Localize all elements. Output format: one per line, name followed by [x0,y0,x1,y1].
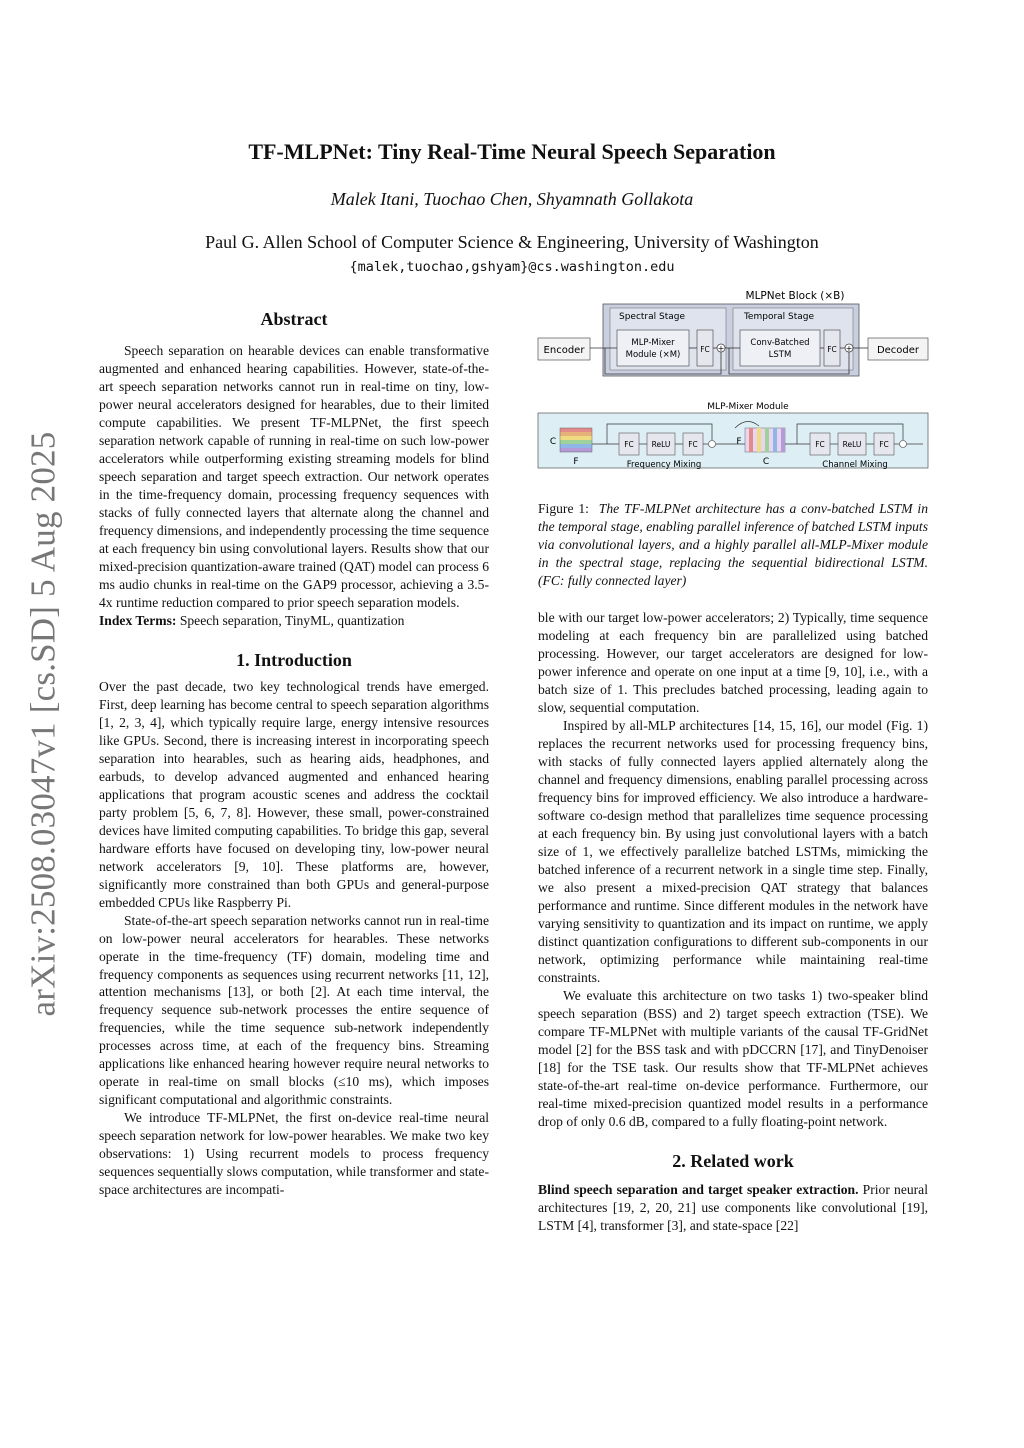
left-column [99,306,489,1199]
temporal-stage-label: Temporal Stage [743,312,815,322]
fc-label-spectral: FC [700,345,710,354]
fc-label-chan-2: FC [879,440,889,449]
figure-1-caption [538,500,928,590]
index-terms-text: Speech separation, TinyML, quantization [179,612,405,628]
right-column [538,609,928,1235]
intro-heading: 1. Introduction [236,649,352,670]
abstract-block [99,342,489,630]
mlp-mixer-module-title: MLP-Mixer Module [707,402,789,412]
mid-tensor-icon [745,428,785,452]
mlp-mixer-box [617,330,689,366]
mlp-mixer-label-2: Module (×M) [625,350,681,360]
spectral-stage-label: Spectral Stage [618,312,686,322]
chan-add-icon [900,441,907,448]
figure-1-diagram [535,286,932,476]
intro-right-paragraph-3: We evaluate this architecture on two tasks 1) two-speaker blind speech separation (BSS) and 2) target speech extraction (TSE). We compare TF-MLPNet with multiple variants of the causal TF-GridNet model [2] for the BSS task and with pDCCRN [17], and TinyDenoiser [18] for the TSE task. Our results show that TF-MLPNet achieves state-of-the-art real-time on-device performance. Furthermore, our real-time mixed-precision quantized model results in a performance drop of only 0.6 dB, compared to a fully floating-point network. [538,987,928,1129]
paper-affiliation: Paul G. Allen School of Computer Science & Engineering, University of Washington [205,232,819,252]
abstract-body: Speech separation on hearable devices can enable transformative augmented and enhanced hearing capabilities. However, state-of-the-art speech separation networks cannot run in real-time on tiny, low-power neural accelerators designed for hearables, due to their limited compute capabilities. We present TF-MLPNet, the first speech separation network capable of running in real-time on such low-power accelerators while outperforming existing streaming models for blind speech separation and target speech extraction. Our network operates in the time-frequency domain, processing frequency sequences with stacks of fully connected layers that alternate along the channel and frequency dimensions, and independently processing the time sequence at each frequency bin using convolutional layers. Results show that our mixed-precision quantization-aware trained (QAT) model can process 6 ms audio chunks in real-time on the GAP9 processor, achieving a 3.5-4x runtime reduction compared to prior speech separation models. [99,343,489,610]
related-work-lead: Blind speech separation and target speaker extraction. [538,1181,859,1197]
index-terms-label: Index Terms: [99,612,177,628]
related-work-paragraph [538,1181,928,1235]
index-terms [99,612,489,630]
caption-text: The TF-MLPNet architecture has a conv-batched LSTM in the temporal stage, enabling parallel inference of batched LSTM inputs via convolutional layers, and a highly parallel all-MLP-Mixer module in the spectral stage, replacing the sequential bidirectional LSTM. (FC: fully connected layer) [538,501,929,588]
mlp-mixer-label-1: MLP-Mixer [631,338,675,348]
residual-add-symbol-temporal: + [845,344,853,353]
decoder-label: Decoder [876,345,920,356]
fc-label-freq-1: FC [624,440,634,449]
conv-lstm-label-1: Conv-Batched [750,338,810,348]
conv-batched-lstm-box [740,330,820,366]
frequency-mixing-label: Frequency Mixing [626,460,702,470]
related-work-text: Prior neural architectures [19, 2, 20, 21] use components like convolutional [19], LSTM [4], transformer [3], and state-space [22] [538,1181,928,1233]
dim-c-label-mid: C [762,457,770,467]
freq-add-icon [709,441,716,448]
dim-f-label-mid: F [736,437,742,447]
input-tensor-icon [560,428,592,452]
fc-label-chan-1: FC [815,440,825,449]
intro-paragraph-3: We introduce TF-MLPNet, the first on-device real-time neural speech separation network for low-power hearables. We make two key observations: 1) Using recurrent models to process frequency sequences sequentially slows computation, while transformer and state-space architectures are incompati- [99,1110,489,1198]
fc-label-freq-2: FC [688,440,698,449]
abstract-heading: Abstract [260,309,328,329]
dim-c-label-left: C [549,437,557,447]
paper-authors: Malek Itani, Tuochao Chen, Shyamnath Gollakota [330,189,694,209]
fc-label-temporal: FC [827,345,837,354]
intro-right-paragraph-2: Inspired by all-MLP architectures [14, 15, 16], our model (Fig. 1) replaces the recurrent networks used for processing frequency bins, with stacks of fully connected layers applied alternately along the channel and frequency dimensions, enabling parallel processing across frequency bins for improved efficiency. We also introduce a hardware-software co-design method that parallelizes time sequence processing at each frequency bin. By using just convolutional layers with a batch size of 1, we effectively parallelize batched LSTMs, mimicking the batched inference of a recurrent network in a single time step. Finally, we also present a mixed-precision QAT strategy that balances performance and runtime. Since different modules in the network have varying sensitivity to quantization and its impact on runtime, we apply distinct quantization configurations to different sub-components in our network, optimizing performance while maintaining real-time constraints. [538,717,928,985]
paper-title: TF-MLPNet: Tiny Real-Time Neural Speech Separation [248,139,776,164]
paper-email: {malek,tuochao,gshyam}@cs.washington.edu [349,259,675,275]
relu-label-freq: ReLU [651,440,671,449]
intro-paragraph-2: State-of-the-art speech separation networks cannot run in real-time on low-power neural accelerators for hearables. These networks operate in the time-frequency (TF) domain, modeling time and frequency components as sequences using recurrent networks [11, 12], attention mechanisms [13], or both [2]. At each time interval, the frequency sequence sub-network processes the entire sequence of frequencies, while the time sequence sub-network independently processes across time, at each of the frequency bins. Streaming applications like enhanced hearing however require neural networks to operate in real-time on small blocks (≤10 ms), which imposes significant computational and algorithmic constraints. [99,912,489,1108]
encoder-label: Encoder [543,345,585,356]
intro-paragraph-1: Over the past decade, two key technological trends have emerged. First, deep learning has become central to speech separation algorithms [1, 2, 3, 4], which typically require large, energy intensive resources like GPUs. Second, there is increasing interest in incorporating speech separation into hearables, such as hearing aids, headphones, and earbuds, to develop advanced augmented and enhanced hearing applications that program acoustic scenes and address the cocktail party problem [5, 6, 7, 8]. However, these small, power-constrained devices have limited computing capabilities. To bridge this gap, several hardware efforts have focused on developing tiny, low-power neural network accelerators [9, 10]. These platforms are, however, significantly more constrained than both GPUs and general-purpose embedded CPUs like Raspberry Pi. [99,678,489,910]
dim-f-label-left: F [573,457,579,467]
caption-label: Figure 1: [538,501,589,516]
arxiv-stamp [23,431,62,1017]
mlpnet-block-title: MLPNet Block (×B) [745,290,845,302]
arxiv-stamp-text: arXiv:2508.03047v1 [cs.SD] 5 Aug 2025 [23,431,62,1017]
residual-add-symbol-spectral: + [717,344,725,353]
relu-label-chan: ReLU [842,440,862,449]
conv-lstm-label-2: LSTM [768,350,792,360]
channel-mixing-label: Channel Mixing [822,460,888,470]
intro-right-paragraph-1: ble with our target low-power accelerators; 2) Typically, time sequence modeling at each frequency bin are parallelized using batched processing. However, our target accelerators are designed for low-power inference and operate on one input at a time [9, 10], i.e., with a batch size of 1. This precludes batched processing, leading again to slow, sequential computation. [538,610,928,715]
related-work-heading: 2. Related work [672,1150,794,1171]
